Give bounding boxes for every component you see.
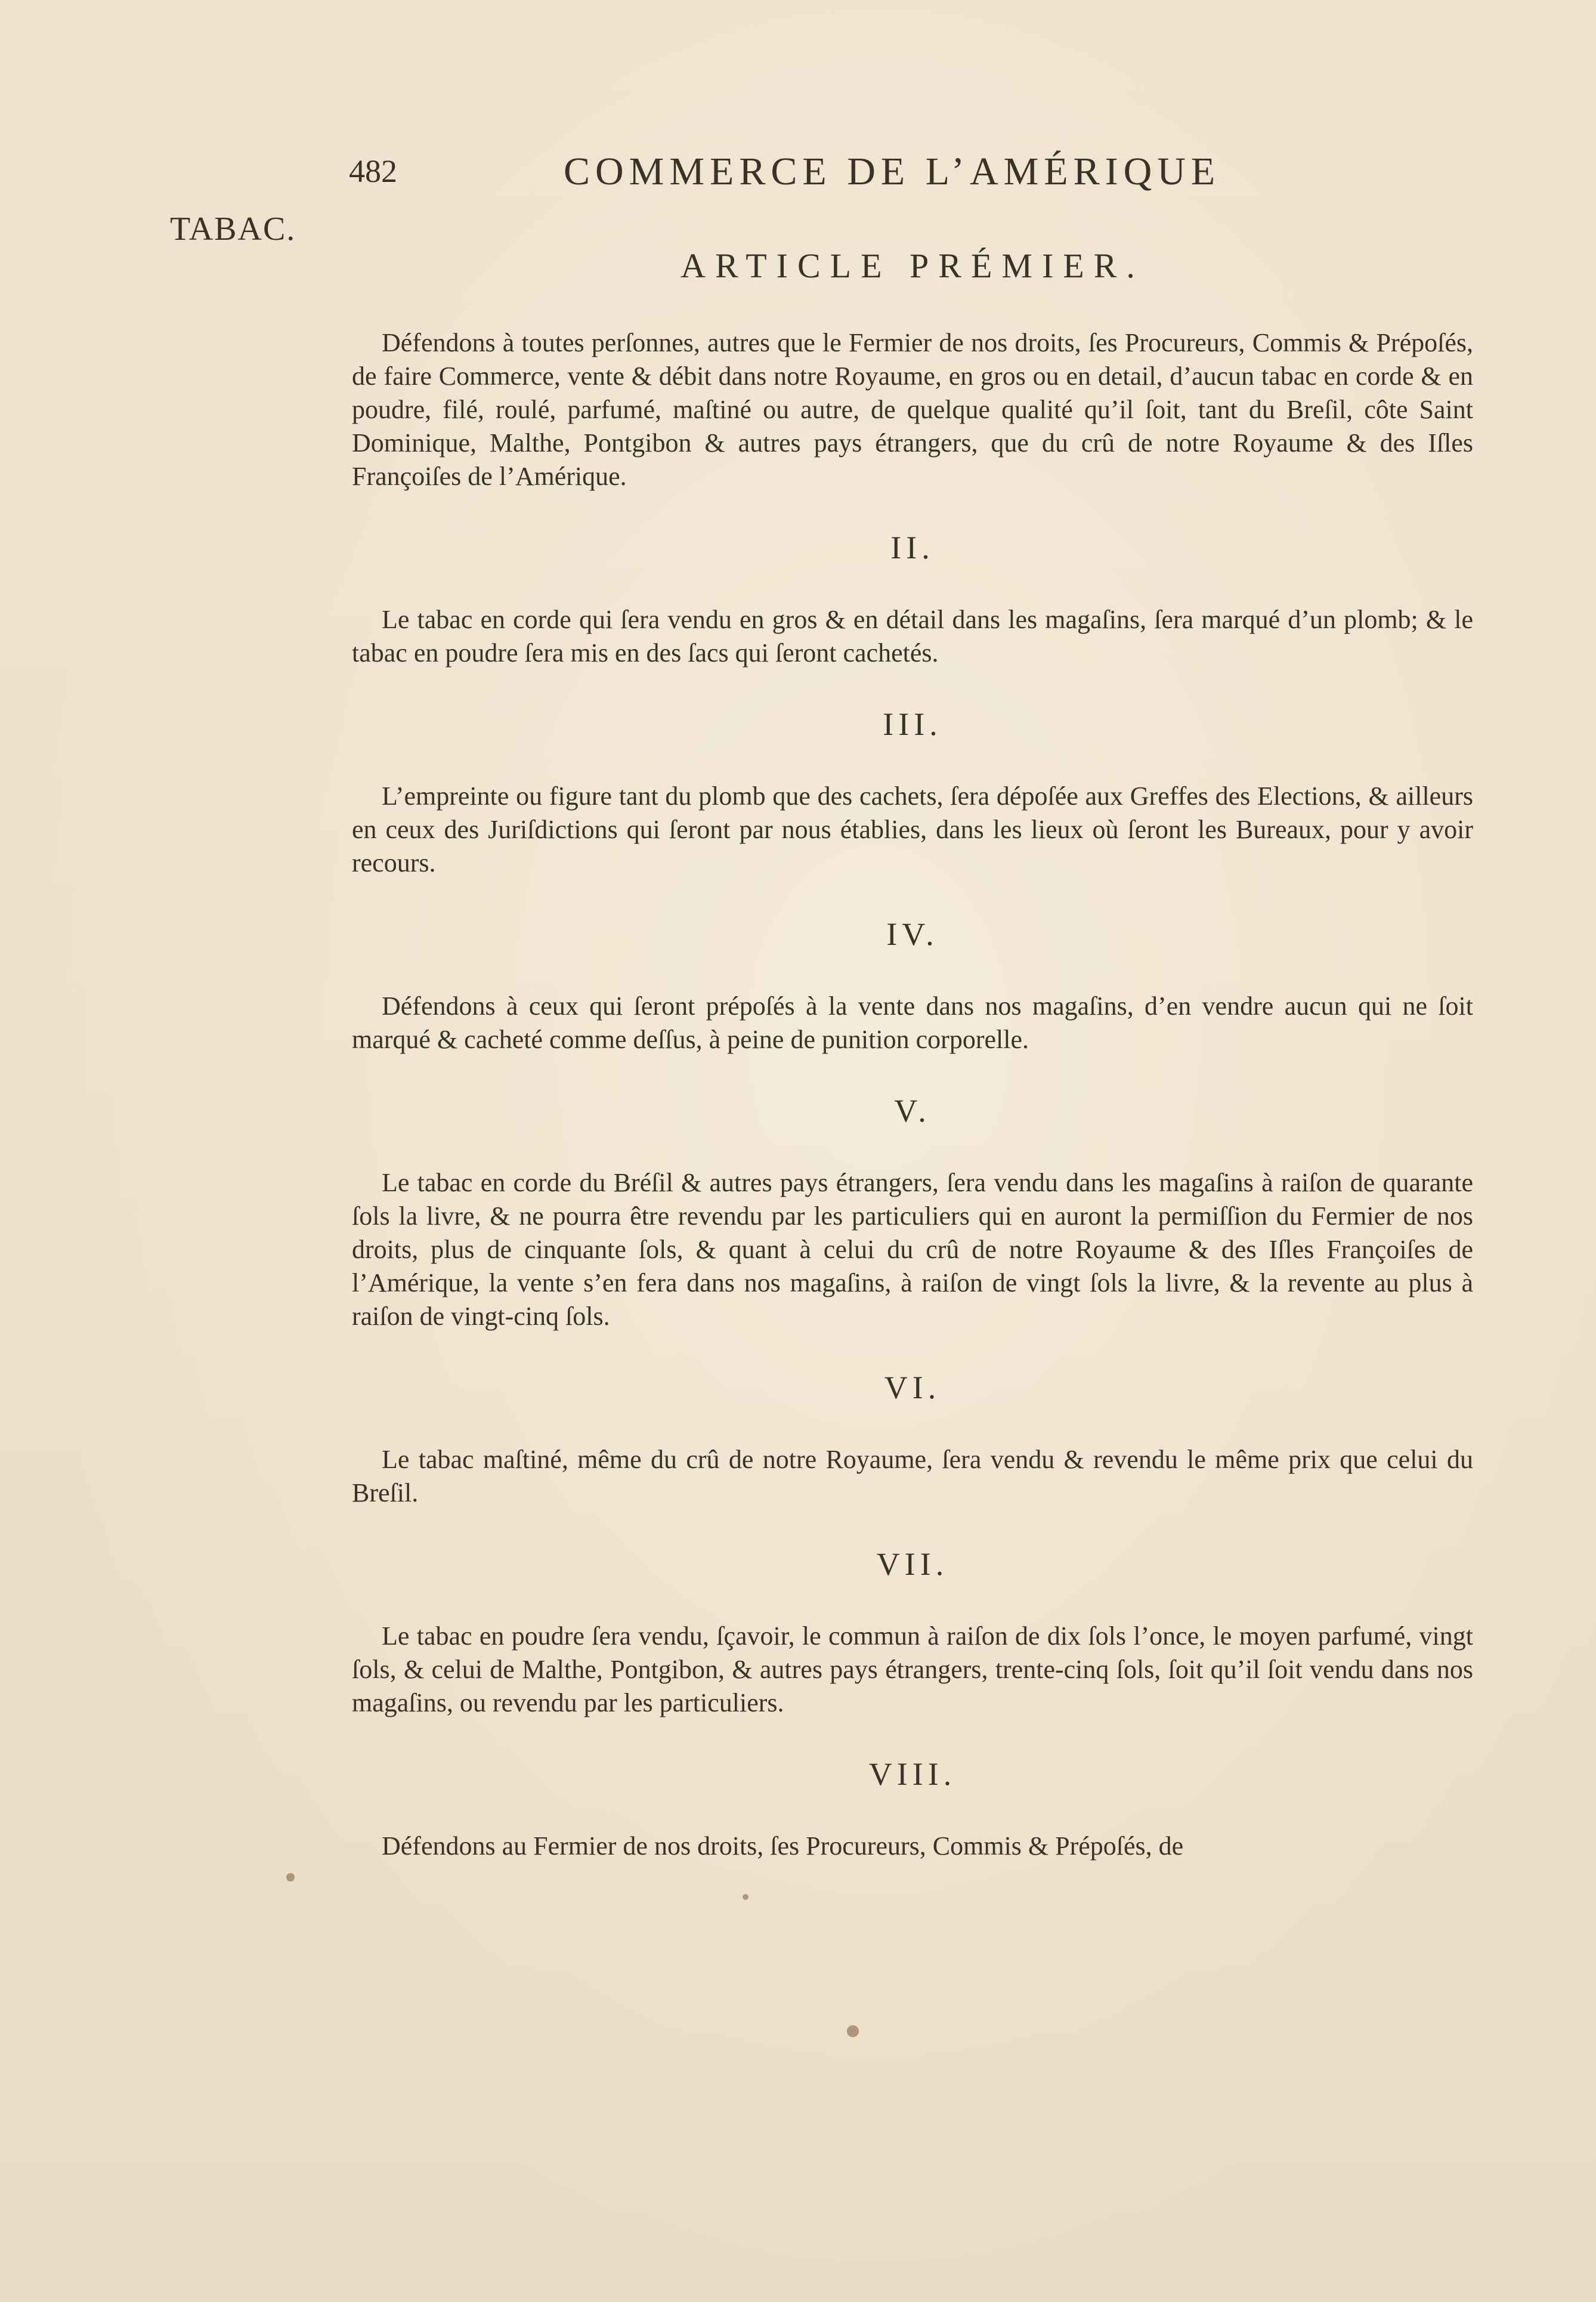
page-number: 482	[349, 153, 397, 189]
ink-spot	[286, 1873, 295, 1881]
margin-note: TABAC.	[170, 211, 296, 248]
article-text-8: Défendons au Fermier de nos droits, ſes Procureurs, Commis & Prépoſés, de	[382, 1831, 1184, 1861]
article-text-6: Le tabac maſtiné, même du crû de notre Royaume, ſera vendu & revendu le même prix que celui du Breſil.	[352, 1445, 1473, 1507]
article-text-2: Le tabac en corde qui ſera vendu en gros & en détail dans les magaſins, ſera marqué d’un plomb; & le tabac en poudre ſera mis en des ſacs qui ſeront cachetés.	[352, 605, 1473, 668]
article-text-3: L’empreinte ou figure tant du plomb que des cachets, ſera dépoſée aux Greffes des Elections, & ailleurs en ceux des Juriſdictions qui ſeront par nous établies, dans les lieux où ſeront les Bureaux, pour y avoir recours.	[352, 781, 1473, 877]
ink-spot	[847, 2025, 859, 2037]
article-heading-7: VII.	[876, 1546, 949, 1582]
article-heading-2: II.	[890, 530, 935, 566]
ink-spot	[743, 1894, 748, 1900]
article-heading-5: V.	[894, 1093, 931, 1129]
article-text-4: Défendons à ceux qui ſeront prépoſés à la vente dans nos magaſins, d’en vendre aucun qui ne ſoit marqué & cacheté comme deſſus, à peine de punition corporelle.	[352, 991, 1473, 1054]
article-text-7: Le tabac en poudre ſera vendu, ſçavoir, le commun à raiſon de dix ſols l’once, le moyen parfumé, vingt ſols, & celui de Malthe, Pontgibon, & autres pays étrangers, trente-cinq ſols, ſoit qu’il ſoit vendu dans nos magaſins, ou revendu par les particuliers.	[352, 1621, 1473, 1717]
articles-body	[352, 239, 1473, 1899]
page-header	[0, 149, 1596, 197]
article-text-5: Le tabac en corde du Bréſil & autres pays étrangers, ſera vendu dans les magaſins à raiſon de quarante ſols la livre, & ne pourra être revendu par les particuliers qui en auront la permiſſion du Fermier de nos droits, plus de cinquante ſols, & quant à celui du crû de notre Royaume & des Iſles Françoiſes de l’Amérique, la vente s’en fera dans nos magaſins, à raiſon de vingt ſols la livre, & la revente au plus à raiſon de vingt-cinq ſols.	[352, 1168, 1473, 1331]
running-title: COMMERCE DE L’AMÉRIQUE	[564, 150, 1221, 193]
article-heading-1: ARTICLE PRÉMIER.	[681, 246, 1145, 285]
article-heading-8: VIII.	[868, 1756, 957, 1792]
article-heading-4: IV.	[886, 916, 939, 952]
article-heading-6: VI.	[884, 1370, 941, 1405]
article-text-1: Défendons à toutes perſonnes, autres que le Fermier de nos droits, ſes Procureurs, Commis & Prépoſés, de faire Commerce, vente & débit dans notre Royaume, en gros ou en detail, d’aucun tabac en corde & en poudre, filé, roulé, parfumé, maſtiné ou autre, de quelque qualité qu’il ſoit, tant du Breſil, côte Saint Dominique, Malthe, Pontgibon & autres pays étrangers, que du crû de notre Royaume & des Iſles Françoiſes de l’Amérique.	[352, 328, 1473, 491]
article-heading-3: III.	[883, 706, 942, 742]
